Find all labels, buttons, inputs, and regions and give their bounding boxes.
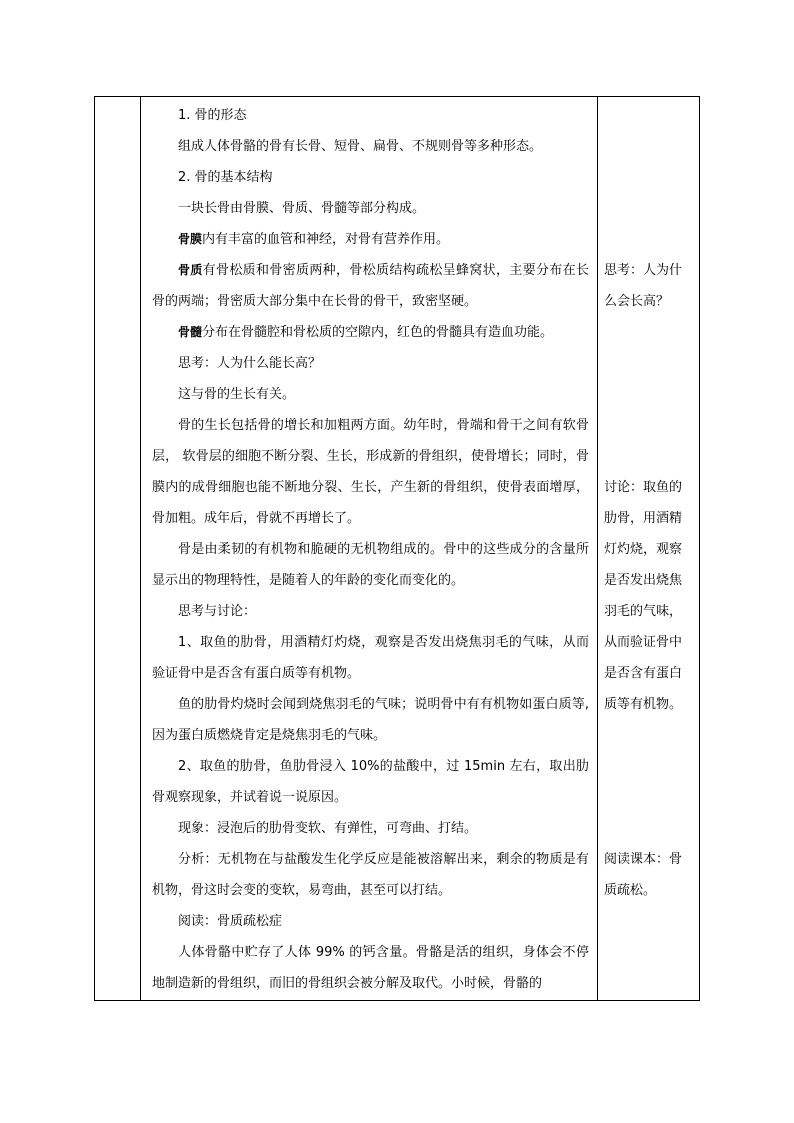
lesson-table <box>94 96 700 1001</box>
answer-bone-growth: 这与骨的生长有关。 <box>178 387 296 402</box>
experiment-2: 2、取鱼的肋骨，鱼肋骨浸入 10%的盐酸中，过 15min 左右，取出肋骨观察现象，并试着说一说原因。 <box>152 759 589 805</box>
question-grow-taller: 思考：人为什么能长高？ <box>178 356 322 371</box>
paragraph-bone-structure: 一块长骨由骨膜、骨质、骨髓等部分构成。 <box>178 201 426 216</box>
experiment-1: 1、取鱼的肋骨，用酒精灯灼烧，观察是否发出烧焦羽毛的气味，从而验证骨中是否含有蛋白质等有机物。 <box>152 635 589 681</box>
left-column <box>95 97 141 1000</box>
paragraph-bone-marrow: 骨髓分布在骨髓腔和骨松质的空隙内，红色的骨髓具有造血功能。 <box>178 325 554 340</box>
note-reading: 阅读课本：骨质疏松。 <box>604 852 683 898</box>
content-column <box>141 97 598 1000</box>
paragraph-bone-shape: 组成人体骨骼的骨有长骨、短骨、扁骨、不规则骨等多种形态。 <box>178 139 543 154</box>
note-discussion: 讨论：取鱼的肋骨，用酒精灯灼烧，观察是否发出烧焦羽毛的气味，从而验证骨中是否含有蛋白质等有机物。 <box>604 480 683 712</box>
term-bone-marrow: 骨髓 <box>178 325 203 339</box>
term-periosteum: 骨膜 <box>178 232 203 246</box>
paragraph-periosteum: 骨膜内有丰富的血管和神经，对骨有营养作用。 <box>178 232 450 247</box>
note-think: 思考：人为什么会长高？ <box>604 263 683 309</box>
notes-column <box>598 97 699 1000</box>
paragraph-bone-substance: 骨质有骨松质和骨密质两种，骨松质结构疏松呈蜂窝状，主要分布在长骨的两端；骨密质大部分集中在长骨的骨干，致密坚硬。 <box>152 263 589 309</box>
experiment-2-analysis: 分析：无机物在与盐酸发生化学反应是能被溶解出来，剩余的物质是有机物，骨这时会变的变软，易弯曲，甚至可以打结。 <box>152 852 589 898</box>
paragraph-osteoporosis: 人体骨骼中贮存了人体 99% 的钙含量。骨骼是活的组织，身体会不停地制造新的骨组织，而旧的骨组织会被分解及取代。小时候，骨骼的 <box>152 945 589 991</box>
term-bone-substance: 骨质 <box>178 263 203 277</box>
heading-reading-osteoporosis: 阅读：骨质疏松症 <box>178 914 283 929</box>
heading-bone-structure: 2. 骨的基本结构 <box>178 170 273 185</box>
experiment-2-phenomenon: 现象：浸泡后的肋骨变软、有弹性，可弯曲、打结。 <box>178 821 478 836</box>
experiment-1-result: 鱼的肋骨灼烧时会闻到烧焦羽毛的气味；说明骨中有有机物如蛋白质等,因为蛋白质燃烧肯定是烧焦羽毛的气味。 <box>152 697 589 743</box>
heading-bone-shape: 1. 骨的形态 <box>178 108 247 123</box>
paragraph-bone-growth: 骨的生长包括骨的增长和加粗两方面。幼年时，骨端和骨干之间有软骨层， 软骨层的细胞不断分裂、生长，形成新的骨组织，使骨增长；同时，骨膜内的成骨细胞也能不断地分裂、生长，产生新的骨组织，使骨表面增厚，骨加粗。成年后，骨就不再增长了。 <box>152 418 589 526</box>
paragraph-bone-composition: 骨是由柔韧的有机物和脆硬的无机物组成的。骨中的这些成分的含量所显示出的物理特性，是随着人的年龄的变化而变化的。 <box>152 542 589 588</box>
heading-discussion: 思考与讨论： <box>178 604 257 619</box>
